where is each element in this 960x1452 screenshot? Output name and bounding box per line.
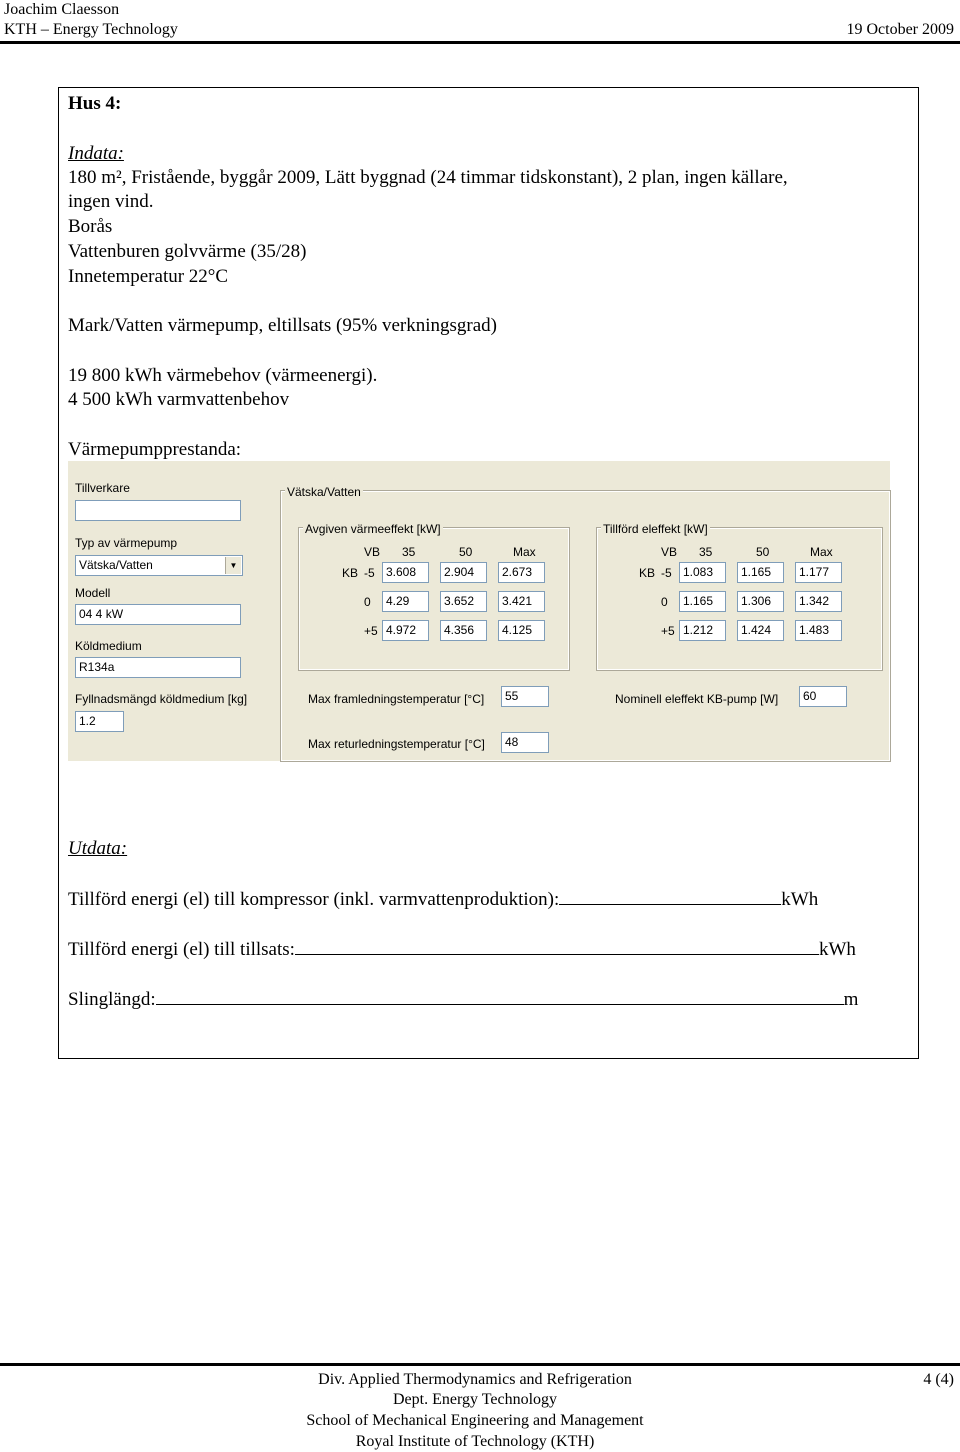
output-row-compressor: [68, 886, 818, 912]
indata-line: Vattenburen golvvärme (35/28): [68, 241, 307, 262]
heat-col-header: Max: [513, 545, 536, 559]
el-value-input[interactable]: 1.165: [679, 591, 726, 612]
max-return-input[interactable]: 48: [501, 732, 549, 753]
max-return-label: Max returledningstemperatur [°C]: [308, 737, 485, 751]
model-label: Modell: [75, 586, 111, 600]
output-label: Slinglängd:: [68, 989, 156, 1010]
heat-col-header: 50: [459, 545, 473, 559]
indata-label: Indata:: [68, 143, 124, 164]
output-label: Tillförd energi (el) till kompressor (inkl. varmvattenproduktion):: [68, 889, 560, 910]
max-supply-label: Max framledningstemperatur [°C]: [308, 692, 485, 706]
model-input[interactable]: 04 4 kW: [75, 604, 241, 625]
output-unit: m: [843, 989, 859, 1010]
heat-pump-dialog: [68, 461, 890, 761]
footer-rule: [0, 1363, 960, 1366]
pump-power-input[interactable]: 60: [799, 686, 847, 707]
answer-blank[interactable]: [559, 886, 781, 905]
output-row-loop: [68, 986, 858, 1012]
heat-value-input[interactable]: 3.421: [498, 591, 545, 612]
heat-vb-label: VB: [364, 545, 381, 559]
el-col-header: 35: [699, 545, 713, 559]
el-col-header: 50: [756, 545, 770, 559]
manufacturer-label: Tillverkare: [75, 481, 130, 495]
output-label: Tillförd energi (el) till tillsats:: [68, 939, 295, 960]
type-select-value: Vätska/Vatten: [79, 558, 153, 572]
header-date: 19 October 2009: [846, 21, 954, 38]
indata-line: Mark/Vatten värmepump, eltillsats (95% verkningsgrad): [68, 315, 497, 336]
charge-label: Fyllnadsmängd köldmedium [kg]: [75, 692, 248, 706]
refrigerant-input[interactable]: R134a: [75, 657, 241, 678]
answer-blank[interactable]: [295, 936, 819, 955]
header-rule: [0, 41, 960, 44]
heat-value-input[interactable]: 3.608: [382, 562, 429, 583]
heat-value-input[interactable]: 4.29: [382, 591, 429, 612]
el-value-input[interactable]: 1.483: [795, 620, 842, 641]
header-author: Joachim Claesson: [4, 1, 120, 18]
el-kb-label: KB: [639, 566, 656, 580]
indata-line: 19 800 kWh värmebehov (värmeenergi).: [68, 365, 378, 386]
el-value-input[interactable]: 1.424: [737, 620, 784, 641]
answer-blank[interactable]: [156, 986, 844, 1005]
heat-value-input[interactable]: 2.904: [440, 562, 487, 583]
el-col-header: Max: [810, 545, 833, 559]
indata-line: 180 m², Fristående, byggår 2009, Lätt byggnad (24 timmar tidskonstant), 2 plan, ingen källare,: [68, 167, 788, 188]
heat-value-input[interactable]: 3.652: [440, 591, 487, 612]
charge-input[interactable]: 1.2: [75, 711, 124, 732]
output-unit: kWh: [781, 889, 819, 910]
footer-division: Div. Applied Thermodynamics and Refrigeration: [318, 1371, 632, 1388]
heat-value-input[interactable]: 4.972: [382, 620, 429, 641]
heat-row-header: 0: [364, 595, 371, 609]
main-group-label: Vätska/Vatten: [287, 485, 361, 499]
heat-value-input[interactable]: 2.673: [498, 562, 545, 583]
output-row-backup: [68, 936, 856, 962]
el-value-input[interactable]: 1.212: [679, 620, 726, 641]
footer-institute: Royal Institute of Technology (KTH): [355, 1433, 595, 1450]
chevron-down-icon[interactable]: ▼: [225, 557, 241, 574]
type-label: Typ av värmepump: [75, 536, 178, 550]
el-value-input[interactable]: 1.306: [737, 591, 784, 612]
output-unit: kWh: [818, 939, 856, 960]
el-value-input[interactable]: 1.342: [795, 591, 842, 612]
heat-kb-label: KB: [342, 566, 359, 580]
footer-school: School of Mechanical Engineering and Management: [306, 1412, 644, 1429]
indata-line: Borås: [68, 216, 113, 237]
footer-page-number: 4 (4): [923, 1371, 954, 1388]
heat-output-group-label: Avgiven värmeeffekt [kW]: [305, 522, 441, 536]
heat-row-header: +5: [364, 624, 378, 638]
header-org: KTH – Energy Technology: [4, 21, 178, 38]
pump-power-label: Nominell eleffekt KB-pump [W]: [615, 692, 779, 706]
el-input-group-label: Tillförd eleffekt [kW]: [603, 522, 708, 536]
heat-value-input[interactable]: 4.356: [440, 620, 487, 641]
el-value-input[interactable]: 1.177: [795, 562, 842, 583]
type-select[interactable]: [75, 555, 243, 576]
heat-col-header: 35: [402, 545, 416, 559]
refrigerant-label: Köldmedium: [75, 639, 142, 653]
utdata-label: Utdata:: [68, 838, 128, 859]
el-row-header: -5: [661, 566, 672, 580]
el-row-header: +5: [661, 624, 675, 638]
heat-value-input[interactable]: 4.125: [498, 620, 545, 641]
manufacturer-input[interactable]: [75, 500, 241, 521]
indata-line: ingen vind.: [68, 191, 154, 212]
el-value-input[interactable]: 1.083: [679, 562, 726, 583]
performance-label: Värmepumpprestanda:: [68, 439, 242, 460]
footer-dept: Dept. Energy Technology: [392, 1391, 558, 1408]
el-value-input[interactable]: 1.165: [737, 562, 784, 583]
indata-line: Innetemperatur 22°C: [68, 266, 229, 287]
section-heading: Hus 4:: [68, 93, 122, 114]
heat-row-header: -5: [364, 566, 375, 580]
el-row-header: 0: [661, 595, 668, 609]
indata-line: 4 500 kWh varmvattenbehov: [68, 389, 290, 410]
el-vb-label: VB: [661, 545, 678, 559]
max-supply-input[interactable]: 55: [501, 686, 549, 707]
